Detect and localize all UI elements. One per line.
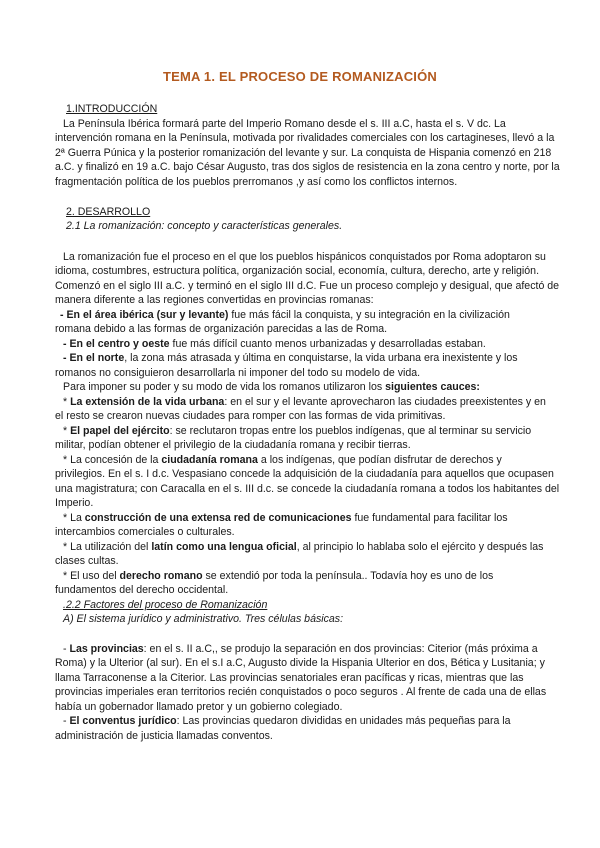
paragraph-line: el resto se crearon nuevas ciudades para romper con las formas de vida primitivas.	[55, 410, 446, 422]
paragraph-line: había un gobernador llamado pretor y un gobierno colegiado.	[55, 701, 343, 713]
paragraph-line: Imperio.	[55, 497, 94, 509]
cauces-label: siguientes cauces:	[385, 381, 480, 393]
desarrollo-heading: 2. DESARROLLO	[66, 206, 151, 218]
paragraph-line: una magistratura; con Caracalla en el s. III d.c. se concede la ciudadanía romana a todos los habitantes del	[55, 483, 560, 495]
paragraph-line: romanos no consiguieron desarrollarla ni imponer del todo su modelo de vida.	[55, 367, 421, 379]
paragraph-line: provincias imperiales eran territorios recién conquistados o poco seguros . Al frente de cada una de ellas	[55, 686, 547, 698]
paragraph-line: Roma) y la Ulterior (al sur). En el s.I a.C, Augusto divide la Hispania Ulterior en dos, Bética y Lusitania; y	[55, 657, 545, 669]
document-title: TEMA 1. EL PROCESO DE ROMANIZACIÓN	[162, 69, 438, 84]
intro-line: fragmentación política de los pueblos prerromanos ,y así como los conflictos internos.	[55, 176, 458, 188]
intro-line: 2ª Guerra Púnica y la posterior romanización del levante y sur. La conquista de Hispania comenzó en 218	[55, 147, 552, 159]
cauce-vida-urbana: * La extensión de la vida urbana: en el sur y el levante aprovecharon las ciudades preexistentes y en	[63, 396, 546, 408]
paragraph-line: llama Tarraconense a la Citerior. Las provincias senatoriales eran pacíficas y ricas, mientras que las	[55, 672, 524, 684]
paragraph-line: manera diferente a las regiones convertidas en provincias romanas:	[55, 294, 374, 306]
paragraph-line: privilegios. En el s. I d.c. Vespasiano concede la adquisición de la ciudadanía para aquellos que ocupasen	[55, 468, 554, 480]
subsection-2-1-heading: 2.1 La romanización: concepto y características generales.	[66, 220, 343, 232]
region-norte: - En el norte, la zona más atrasada y última en conquistarse, la vida urbana era inexistente y los	[63, 352, 518, 364]
provincias-paragraph: - Las provincias: en el s. II a.C,, se produjo la separación en dos provincias: Citerior (más próxima a	[63, 643, 538, 655]
paragraph-line: Comenzó en el siglo III a.C. y terminó en el siglo III d.C. Fue un proceso complejo y desigual, que afectó de	[55, 280, 560, 292]
cauce-ejercito: * El papel del ejército: se reclutaron tropas entre los pueblos indígenas, que al terminar su servicio	[63, 425, 532, 437]
paragraph-line: La romanización fue el proceso en el que los pueblos hispánicos conquistados por Roma adoptaron su	[63, 251, 546, 263]
paragraph-line: fundamentos del derecho occidental.	[55, 584, 229, 596]
region-centro: - En el centro y oeste fue más difícil cuanto menos urbanizadas y desarrolladas estaban.	[63, 338, 486, 350]
intro-line: La Península Ibérica formará parte del Imperio Romano desde el s. III a.C, hasta el s. V dc. La	[63, 118, 506, 130]
paragraph-line: militar, podían obtener el privilegio de la ciudadanía romana y recibir tierras.	[55, 439, 411, 451]
intro-line: intervención romana en la Península, motivada por rivalidades comerciales con los cartagineses, llevó a la	[55, 132, 555, 144]
cauce-derecho: * El uso del derecho romano se extendió por toda la península.. Todavía hoy es uno de los	[63, 570, 494, 582]
intro-heading: 1.INTRODUCCIÓN	[66, 103, 158, 115]
region-iberica: - En el área ibérica (sur y levante) fue más fácil la conquista, y su integración en la civilización	[60, 309, 510, 321]
paragraph-line: clases cultas.	[55, 555, 119, 567]
paragraph-line: romana debido a las formas de organización parecidas a las de Roma.	[55, 323, 388, 335]
paragraph-line: idioma, costumbres, estructura política, organización social, economía, cultura, derecho, arte y religión.	[55, 265, 540, 277]
conventus-paragraph: - El conventus jurídico: Las provincias quedaron divididas en unidades más pequeñas para la	[63, 715, 511, 727]
paragraph-line: intercambios comerciales o culturales.	[55, 526, 235, 538]
cauce-ciudadania: * La concesión de la ciudadanía romana a los indígenas, que podían disfrutar de derechos y	[63, 454, 502, 466]
paragraph-line: administración de justicia llamadas conventos.	[55, 730, 273, 742]
subsection-a-heading: A) El sistema jurídico y administrativo. Tres células básicas:	[63, 613, 344, 625]
cauces-intro: Para imponer su poder y su modo de vida los romanos utilizaron los siguientes cauces:	[63, 381, 480, 393]
region-norte-label: - En el norte	[63, 352, 125, 364]
cauce-comunicaciones: * La construcción de una extensa red de comunicaciones fue fundamental para facilitar los	[63, 512, 508, 524]
cauce-latin: * La utilización del latín como una lengua oficial, al principio lo hablaba solo el ejército y después las	[63, 541, 544, 553]
intro-line: a.C. y finalizó en 19 a.C. bajo César Augusto, tras dos siglos de resistencia en la zona centro y norte, por la	[55, 161, 560, 173]
subsection-2-2-heading: .2.2 Factores del proceso de Romanización	[63, 599, 268, 611]
region-centro-label: - En el centro y oeste	[63, 338, 170, 350]
region-iberica-label: - En el área ibérica (sur y levante)	[60, 309, 229, 321]
